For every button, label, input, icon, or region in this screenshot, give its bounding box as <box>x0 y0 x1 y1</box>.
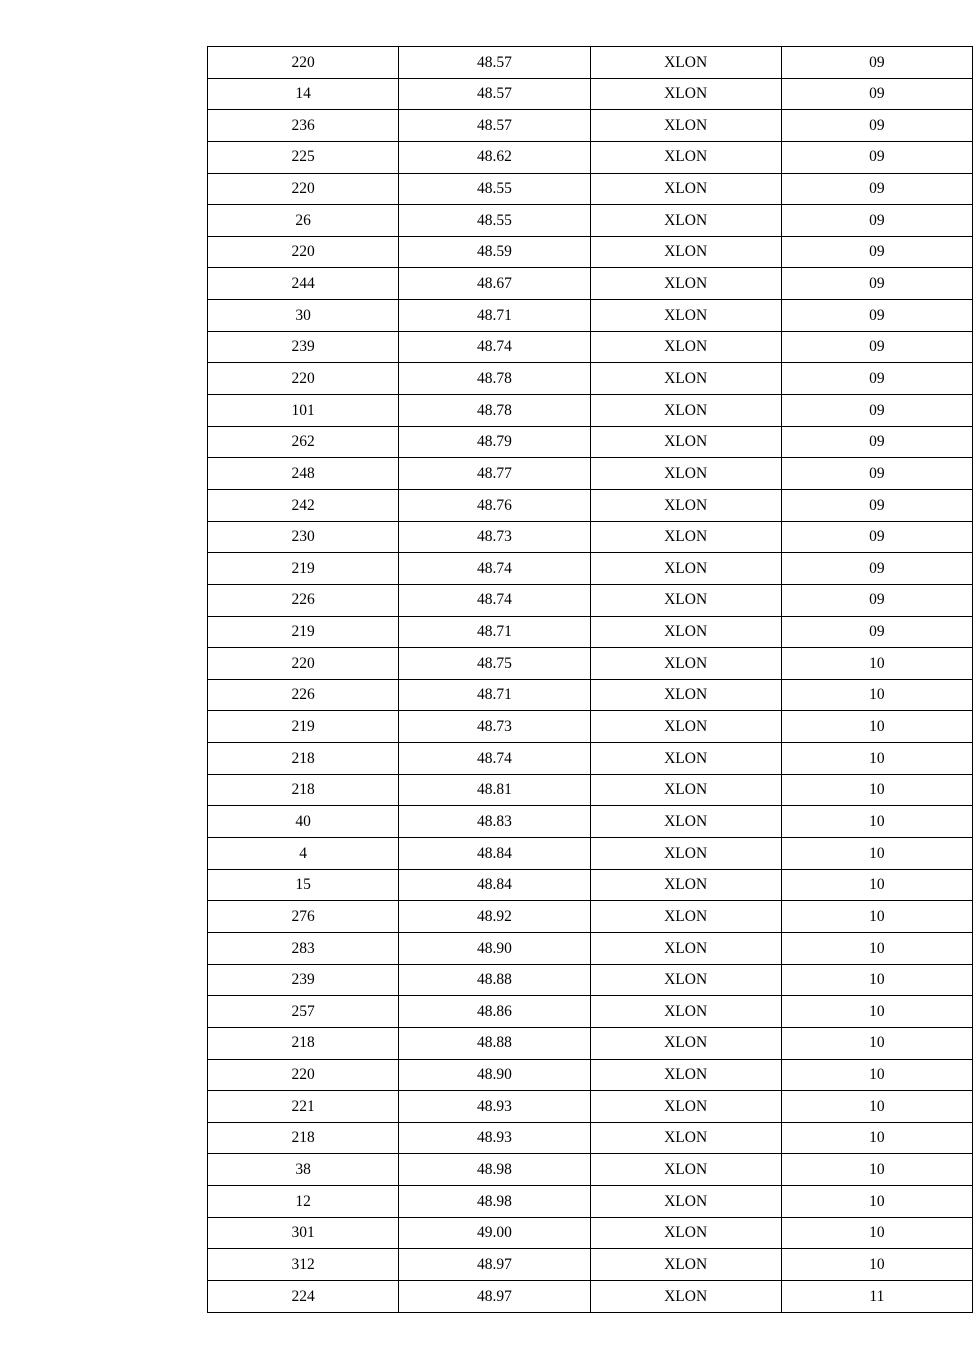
venue-cell: XLON <box>590 300 781 332</box>
time-cell: 10 <box>781 964 972 996</box>
trades-table <box>207 46 973 1313</box>
venue-cell: XLON <box>590 1280 781 1312</box>
venue-cell: XLON <box>590 1249 781 1281</box>
table-row <box>208 521 973 553</box>
table-row <box>208 1249 973 1281</box>
table-row <box>208 584 973 616</box>
venue-cell: XLON <box>590 458 781 490</box>
volume-cell: 220 <box>208 47 399 79</box>
time-cell: 09 <box>781 173 972 205</box>
price-cell: 48.55 <box>399 205 590 237</box>
time-cell: 09 <box>781 47 972 79</box>
time-cell: 09 <box>781 110 972 142</box>
time-cell: 09 <box>781 395 972 427</box>
volume-cell: 218 <box>208 1122 399 1154</box>
price-cell: 48.71 <box>399 679 590 711</box>
volume-cell: 218 <box>208 743 399 775</box>
venue-cell: XLON <box>590 743 781 775</box>
time-cell: 10 <box>781 1091 972 1123</box>
table-row <box>208 489 973 521</box>
volume-cell: 239 <box>208 964 399 996</box>
price-cell: 48.88 <box>399 1027 590 1059</box>
table-row <box>208 648 973 680</box>
price-cell: 48.90 <box>399 1059 590 1091</box>
time-cell: 09 <box>781 616 972 648</box>
venue-cell: XLON <box>590 901 781 933</box>
price-cell: 48.84 <box>399 838 590 870</box>
time-cell: 10 <box>781 1059 972 1091</box>
venue-cell: XLON <box>590 1217 781 1249</box>
table-row <box>208 679 973 711</box>
time-cell: 10 <box>781 838 972 870</box>
time-cell: 10 <box>781 996 972 1028</box>
table-row <box>208 996 973 1028</box>
price-cell: 48.62 <box>399 141 590 173</box>
volume-cell: 14 <box>208 78 399 110</box>
price-cell: 48.74 <box>399 743 590 775</box>
time-cell: 10 <box>781 648 972 680</box>
price-cell: 49.00 <box>399 1217 590 1249</box>
time-cell: 10 <box>781 743 972 775</box>
time-cell: 11 <box>781 1280 972 1312</box>
venue-cell: XLON <box>590 489 781 521</box>
volume-cell: 38 <box>208 1154 399 1186</box>
table-row <box>208 774 973 806</box>
volume-cell: 220 <box>208 1059 399 1091</box>
table-row <box>208 363 973 395</box>
time-cell: 09 <box>781 236 972 268</box>
time-cell: 09 <box>781 553 972 585</box>
price-cell: 48.75 <box>399 648 590 680</box>
time-cell: 10 <box>781 1249 972 1281</box>
time-cell: 10 <box>781 679 972 711</box>
table-row <box>208 1027 973 1059</box>
table-row <box>208 1154 973 1186</box>
volume-cell: 283 <box>208 932 399 964</box>
price-cell: 48.92 <box>399 901 590 933</box>
volume-cell: 221 <box>208 1091 399 1123</box>
time-cell: 10 <box>781 1154 972 1186</box>
volume-cell: 226 <box>208 584 399 616</box>
time-cell: 10 <box>781 932 972 964</box>
table-container <box>207 46 885 1313</box>
table-row <box>208 838 973 870</box>
venue-cell: XLON <box>590 679 781 711</box>
venue-cell: XLON <box>590 78 781 110</box>
volume-cell: 225 <box>208 141 399 173</box>
venue-cell: XLON <box>590 806 781 838</box>
venue-cell: XLON <box>590 47 781 79</box>
price-cell: 48.78 <box>399 395 590 427</box>
venue-cell: XLON <box>590 553 781 585</box>
price-cell: 48.79 <box>399 426 590 458</box>
venue-cell: XLON <box>590 110 781 142</box>
volume-cell: 219 <box>208 711 399 743</box>
volume-cell: 262 <box>208 426 399 458</box>
price-cell: 48.97 <box>399 1249 590 1281</box>
table-row <box>208 205 973 237</box>
venue-cell: XLON <box>590 932 781 964</box>
price-cell: 48.93 <box>399 1091 590 1123</box>
volume-cell: 218 <box>208 1027 399 1059</box>
table-row <box>208 711 973 743</box>
venue-cell: XLON <box>590 1186 781 1218</box>
time-cell: 09 <box>781 363 972 395</box>
price-cell: 48.97 <box>399 1280 590 1312</box>
table-row <box>208 964 973 996</box>
venue-cell: XLON <box>590 426 781 458</box>
volume-cell: 12 <box>208 1186 399 1218</box>
price-cell: 48.71 <box>399 616 590 648</box>
venue-cell: XLON <box>590 1154 781 1186</box>
price-cell: 48.57 <box>399 78 590 110</box>
time-cell: 09 <box>781 489 972 521</box>
table-row <box>208 901 973 933</box>
table-row <box>208 110 973 142</box>
time-cell: 10 <box>781 901 972 933</box>
table-row <box>208 932 973 964</box>
volume-cell: 30 <box>208 300 399 332</box>
venue-cell: XLON <box>590 996 781 1028</box>
volume-cell: 218 <box>208 774 399 806</box>
table-row <box>208 1091 973 1123</box>
volume-cell: 242 <box>208 489 399 521</box>
volume-cell: 220 <box>208 363 399 395</box>
venue-cell: XLON <box>590 711 781 743</box>
volume-cell: 26 <box>208 205 399 237</box>
time-cell: 10 <box>781 1217 972 1249</box>
table-row <box>208 300 973 332</box>
venue-cell: XLON <box>590 616 781 648</box>
price-cell: 48.98 <box>399 1186 590 1218</box>
time-cell: 10 <box>781 711 972 743</box>
time-cell: 09 <box>781 521 972 553</box>
price-cell: 48.86 <box>399 996 590 1028</box>
table-row <box>208 141 973 173</box>
time-cell: 10 <box>781 1186 972 1218</box>
venue-cell: XLON <box>590 1122 781 1154</box>
volume-cell: 276 <box>208 901 399 933</box>
price-cell: 48.78 <box>399 363 590 395</box>
venue-cell: XLON <box>590 205 781 237</box>
venue-cell: XLON <box>590 363 781 395</box>
table-row <box>208 331 973 363</box>
time-cell: 10 <box>781 806 972 838</box>
price-cell: 48.74 <box>399 584 590 616</box>
volume-cell: 219 <box>208 616 399 648</box>
volume-cell: 301 <box>208 1217 399 1249</box>
time-cell: 09 <box>781 141 972 173</box>
price-cell: 48.59 <box>399 236 590 268</box>
time-cell: 09 <box>781 584 972 616</box>
price-cell: 48.57 <box>399 110 590 142</box>
price-cell: 48.74 <box>399 553 590 585</box>
venue-cell: XLON <box>590 774 781 806</box>
volume-cell: 220 <box>208 173 399 205</box>
price-cell: 48.71 <box>399 300 590 332</box>
volume-cell: 239 <box>208 331 399 363</box>
table-row <box>208 806 973 838</box>
price-cell: 48.55 <box>399 173 590 205</box>
table-row <box>208 78 973 110</box>
venue-cell: XLON <box>590 584 781 616</box>
price-cell: 48.84 <box>399 869 590 901</box>
trades-table-body <box>208 47 973 1313</box>
price-cell: 48.76 <box>399 489 590 521</box>
time-cell: 09 <box>781 78 972 110</box>
volume-cell: 230 <box>208 521 399 553</box>
time-cell: 09 <box>781 268 972 300</box>
time-cell: 09 <box>781 205 972 237</box>
table-row <box>208 616 973 648</box>
price-cell: 48.73 <box>399 521 590 553</box>
table-row <box>208 1217 973 1249</box>
time-cell: 10 <box>781 869 972 901</box>
table-row <box>208 869 973 901</box>
venue-cell: XLON <box>590 964 781 996</box>
time-cell: 09 <box>781 300 972 332</box>
time-cell: 09 <box>781 331 972 363</box>
table-row <box>208 47 973 79</box>
price-cell: 48.74 <box>399 331 590 363</box>
table-row <box>208 1122 973 1154</box>
price-cell: 48.81 <box>399 774 590 806</box>
volume-cell: 220 <box>208 648 399 680</box>
table-row <box>208 1059 973 1091</box>
time-cell: 09 <box>781 458 972 490</box>
volume-cell: 248 <box>208 458 399 490</box>
price-cell: 48.93 <box>399 1122 590 1154</box>
volume-cell: 219 <box>208 553 399 585</box>
venue-cell: XLON <box>590 869 781 901</box>
volume-cell: 224 <box>208 1280 399 1312</box>
table-row <box>208 236 973 268</box>
price-cell: 48.73 <box>399 711 590 743</box>
venue-cell: XLON <box>590 236 781 268</box>
venue-cell: XLON <box>590 1091 781 1123</box>
time-cell: 09 <box>781 426 972 458</box>
table-row <box>208 458 973 490</box>
venue-cell: XLON <box>590 1027 781 1059</box>
venue-cell: XLON <box>590 838 781 870</box>
volume-cell: 220 <box>208 236 399 268</box>
price-cell: 48.83 <box>399 806 590 838</box>
volume-cell: 312 <box>208 1249 399 1281</box>
table-row <box>208 1186 973 1218</box>
volume-cell: 226 <box>208 679 399 711</box>
price-cell: 48.88 <box>399 964 590 996</box>
volume-cell: 236 <box>208 110 399 142</box>
price-cell: 48.77 <box>399 458 590 490</box>
price-cell: 48.67 <box>399 268 590 300</box>
table-row <box>208 743 973 775</box>
volume-cell: 40 <box>208 806 399 838</box>
venue-cell: XLON <box>590 521 781 553</box>
price-cell: 48.57 <box>399 47 590 79</box>
venue-cell: XLON <box>590 1059 781 1091</box>
volume-cell: 15 <box>208 869 399 901</box>
venue-cell: XLON <box>590 173 781 205</box>
volume-cell: 101 <box>208 395 399 427</box>
table-row <box>208 426 973 458</box>
volume-cell: 257 <box>208 996 399 1028</box>
table-row <box>208 395 973 427</box>
price-cell: 48.98 <box>399 1154 590 1186</box>
table-row <box>208 268 973 300</box>
volume-cell: 244 <box>208 268 399 300</box>
time-cell: 10 <box>781 1027 972 1059</box>
venue-cell: XLON <box>590 395 781 427</box>
venue-cell: XLON <box>590 141 781 173</box>
table-row <box>208 553 973 585</box>
table-row <box>208 1280 973 1312</box>
venue-cell: XLON <box>590 331 781 363</box>
time-cell: 10 <box>781 774 972 806</box>
time-cell: 10 <box>781 1122 972 1154</box>
price-cell: 48.90 <box>399 932 590 964</box>
venue-cell: XLON <box>590 268 781 300</box>
volume-cell: 4 <box>208 838 399 870</box>
venue-cell: XLON <box>590 648 781 680</box>
table-row <box>208 173 973 205</box>
